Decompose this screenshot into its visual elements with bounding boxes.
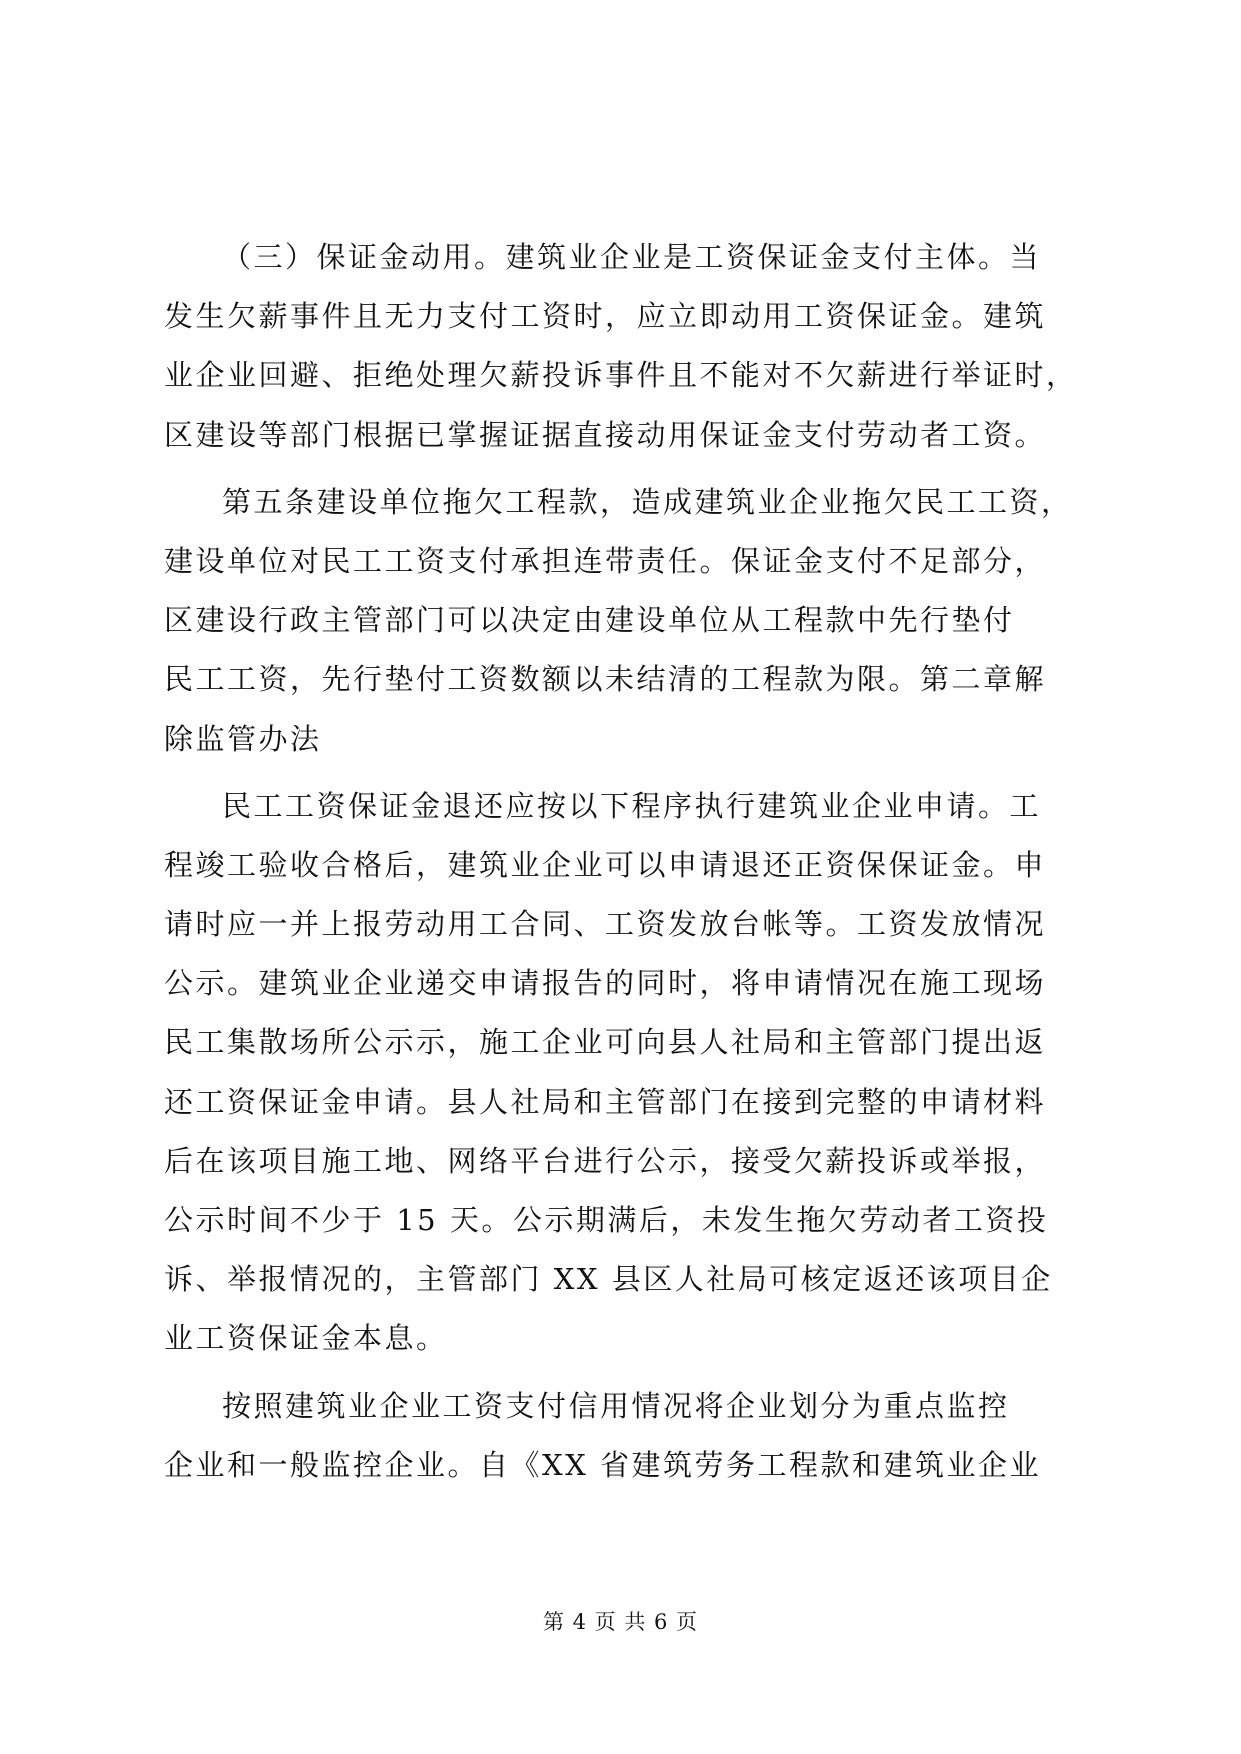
paragraph-line: 区建设行政主管部门可以决定由建设单位从工程款中先行垫付 [164,603,1015,638]
paragraph-line: 发生欠薪事件且无力支付工资时，应立即动用工资保证金。建筑 [164,299,1047,334]
paragraph-line: 公示。建筑业企业递交申请报告的同时，将申请情况在施工现场 [164,966,1047,1001]
document-body [164,228,1104,1495]
paragraph-gap [164,465,1104,473]
paragraph-line: 还工资保证金申请。县人社局和主管部门在接到完整的申请材料 [164,1084,1047,1119]
paragraph-gap [164,1369,1104,1377]
paragraph-line: 区建设等部门根据已掌握证据直接动用保证金支付劳动者工资。 [164,417,1047,452]
paragraph-line: 按照建筑业企业工资支付信用情况将企业划分为重点监控 [222,1388,1010,1423]
paragraph-line: 业企业回避、拒绝处理欠薪投诉事件且不能对不欠薪进行举证时， [164,358,1078,393]
paragraph-line: 诉、举报情况的，主管部门 XX 县区人社局可核定返还该项目企 [164,1262,1053,1297]
paragraph-line: 第五条建设单位拖欠工程款，造成建筑业企业拖欠民工工资， [222,484,1073,519]
paragraph-line: 企业和一般监控企业。自《XX 省建筑劳务工程款和建筑业企业 [164,1447,1042,1482]
paragraph-line: 除监管办法 [164,721,322,756]
paragraph-line: 民工工资保证金退还应按以下程序执行建筑业企业申请。工 [222,788,1042,823]
paragraph-line: 业工资保证金本息。 [164,1321,448,1356]
paragraph-line: 建设单位对民工工资支付承担连带责任。保证金支付不足部分， [164,543,1047,578]
paragraph-line: （三）保证金动用。建筑业企业是工资保证金支付主体。当 [222,240,1042,274]
paragraph-line: 请时应一并上报劳动用工合同、工资发放台帐等。工资发放情况 [164,907,1047,942]
paragraph-line: 公示时间不少于 15 天。公示期满后，未发生拖欠劳动者工资投 [164,1203,1049,1237]
paragraph-line: 民工工资，先行垫付工资数额以未结清的工程款为限。第二章解 [164,662,1047,697]
page-number-footer: 第 4 页 共 6 页 [542,1610,699,1634]
paragraph-line: 后在该项目施工地、网络平台进行公示，接受欠薪投诉或举报， [164,1143,1047,1178]
paragraph-line: 程竣工验收合格后，建筑业企业可以申请退还正资保保证金。申 [164,847,1047,882]
paragraph-line: 民工集散场所公示示，施工企业可向县人社局和主管部门提出返 [164,1025,1047,1060]
paragraph-gap [164,769,1104,777]
